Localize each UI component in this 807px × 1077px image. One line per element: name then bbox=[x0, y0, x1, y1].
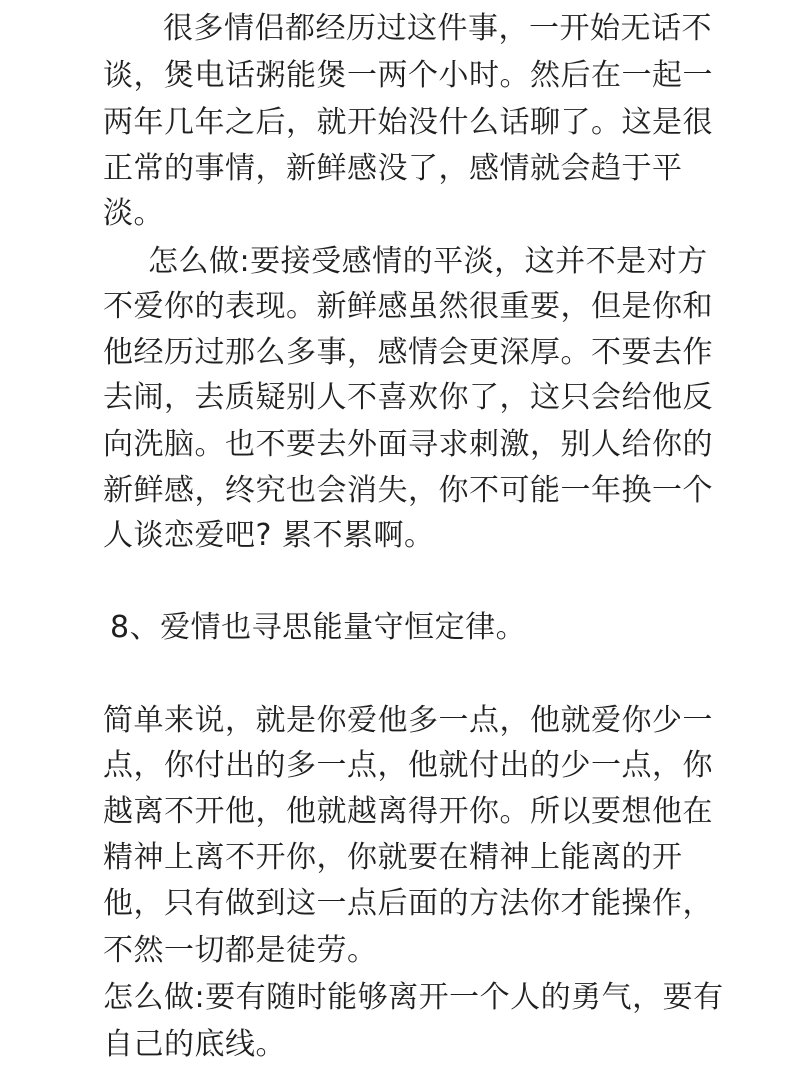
text-line: 精神上离不开你，你就要在精神上能离的开 bbox=[103, 840, 683, 875]
text-line: 人谈恋爱吧? 累不累啊。 bbox=[103, 518, 435, 553]
text-line: 去闹，去质疑别人不喜欢你了，这只会给他反 bbox=[103, 380, 713, 415]
text-line: 越离不开他，他就越离得开你。所以要想他在 bbox=[103, 794, 713, 829]
text-line: 自己的底线。 bbox=[103, 1027, 286, 1062]
text-line: 怎么做:要有随时能够离开一个人的勇气，要有 bbox=[103, 980, 724, 1015]
text-line: 不爱你的表现。新鲜感虽然很重要，但是你和 bbox=[103, 289, 713, 324]
text-line: 正常的事情，新鲜感没了，感情就会趋于平 bbox=[103, 151, 683, 186]
text-line: 怎么做:要接受感情的平淡，这并不是对方 bbox=[148, 244, 708, 279]
text-line: 简单来说，就是你爱他多一点，他就爱你少一 bbox=[103, 703, 713, 738]
text-line: 点，你付出的多一点，他就付出的少一点，你 bbox=[103, 748, 713, 783]
text-line: 新鲜感，终究也会消失，你不可能一年换一个 bbox=[103, 473, 713, 508]
text-line: 淡。 bbox=[103, 196, 164, 231]
text-line: 两年几年之后，就开始没什么话聊了。这是很 bbox=[103, 105, 713, 140]
text-line: 他，只有做到这一点后面的方法你才能操作， bbox=[103, 886, 713, 921]
text-line: 谈，煲电话粥能煲一两个小时。然后在一起一 bbox=[103, 58, 713, 93]
text-line: 向洗脑。也不要去外面寻求刺激，别人给你的 bbox=[103, 427, 713, 462]
section-heading: 8、爱情也寻思能量守恒定律。 bbox=[110, 610, 527, 645]
text-line: 他经历过那么多事，感情会更深厚。不要去作 bbox=[103, 335, 713, 370]
text-line: 很多情侣都经历过这件事，一开始无话不 bbox=[163, 11, 712, 46]
text-line: 不然一切都是徒劳。 bbox=[103, 933, 378, 968]
